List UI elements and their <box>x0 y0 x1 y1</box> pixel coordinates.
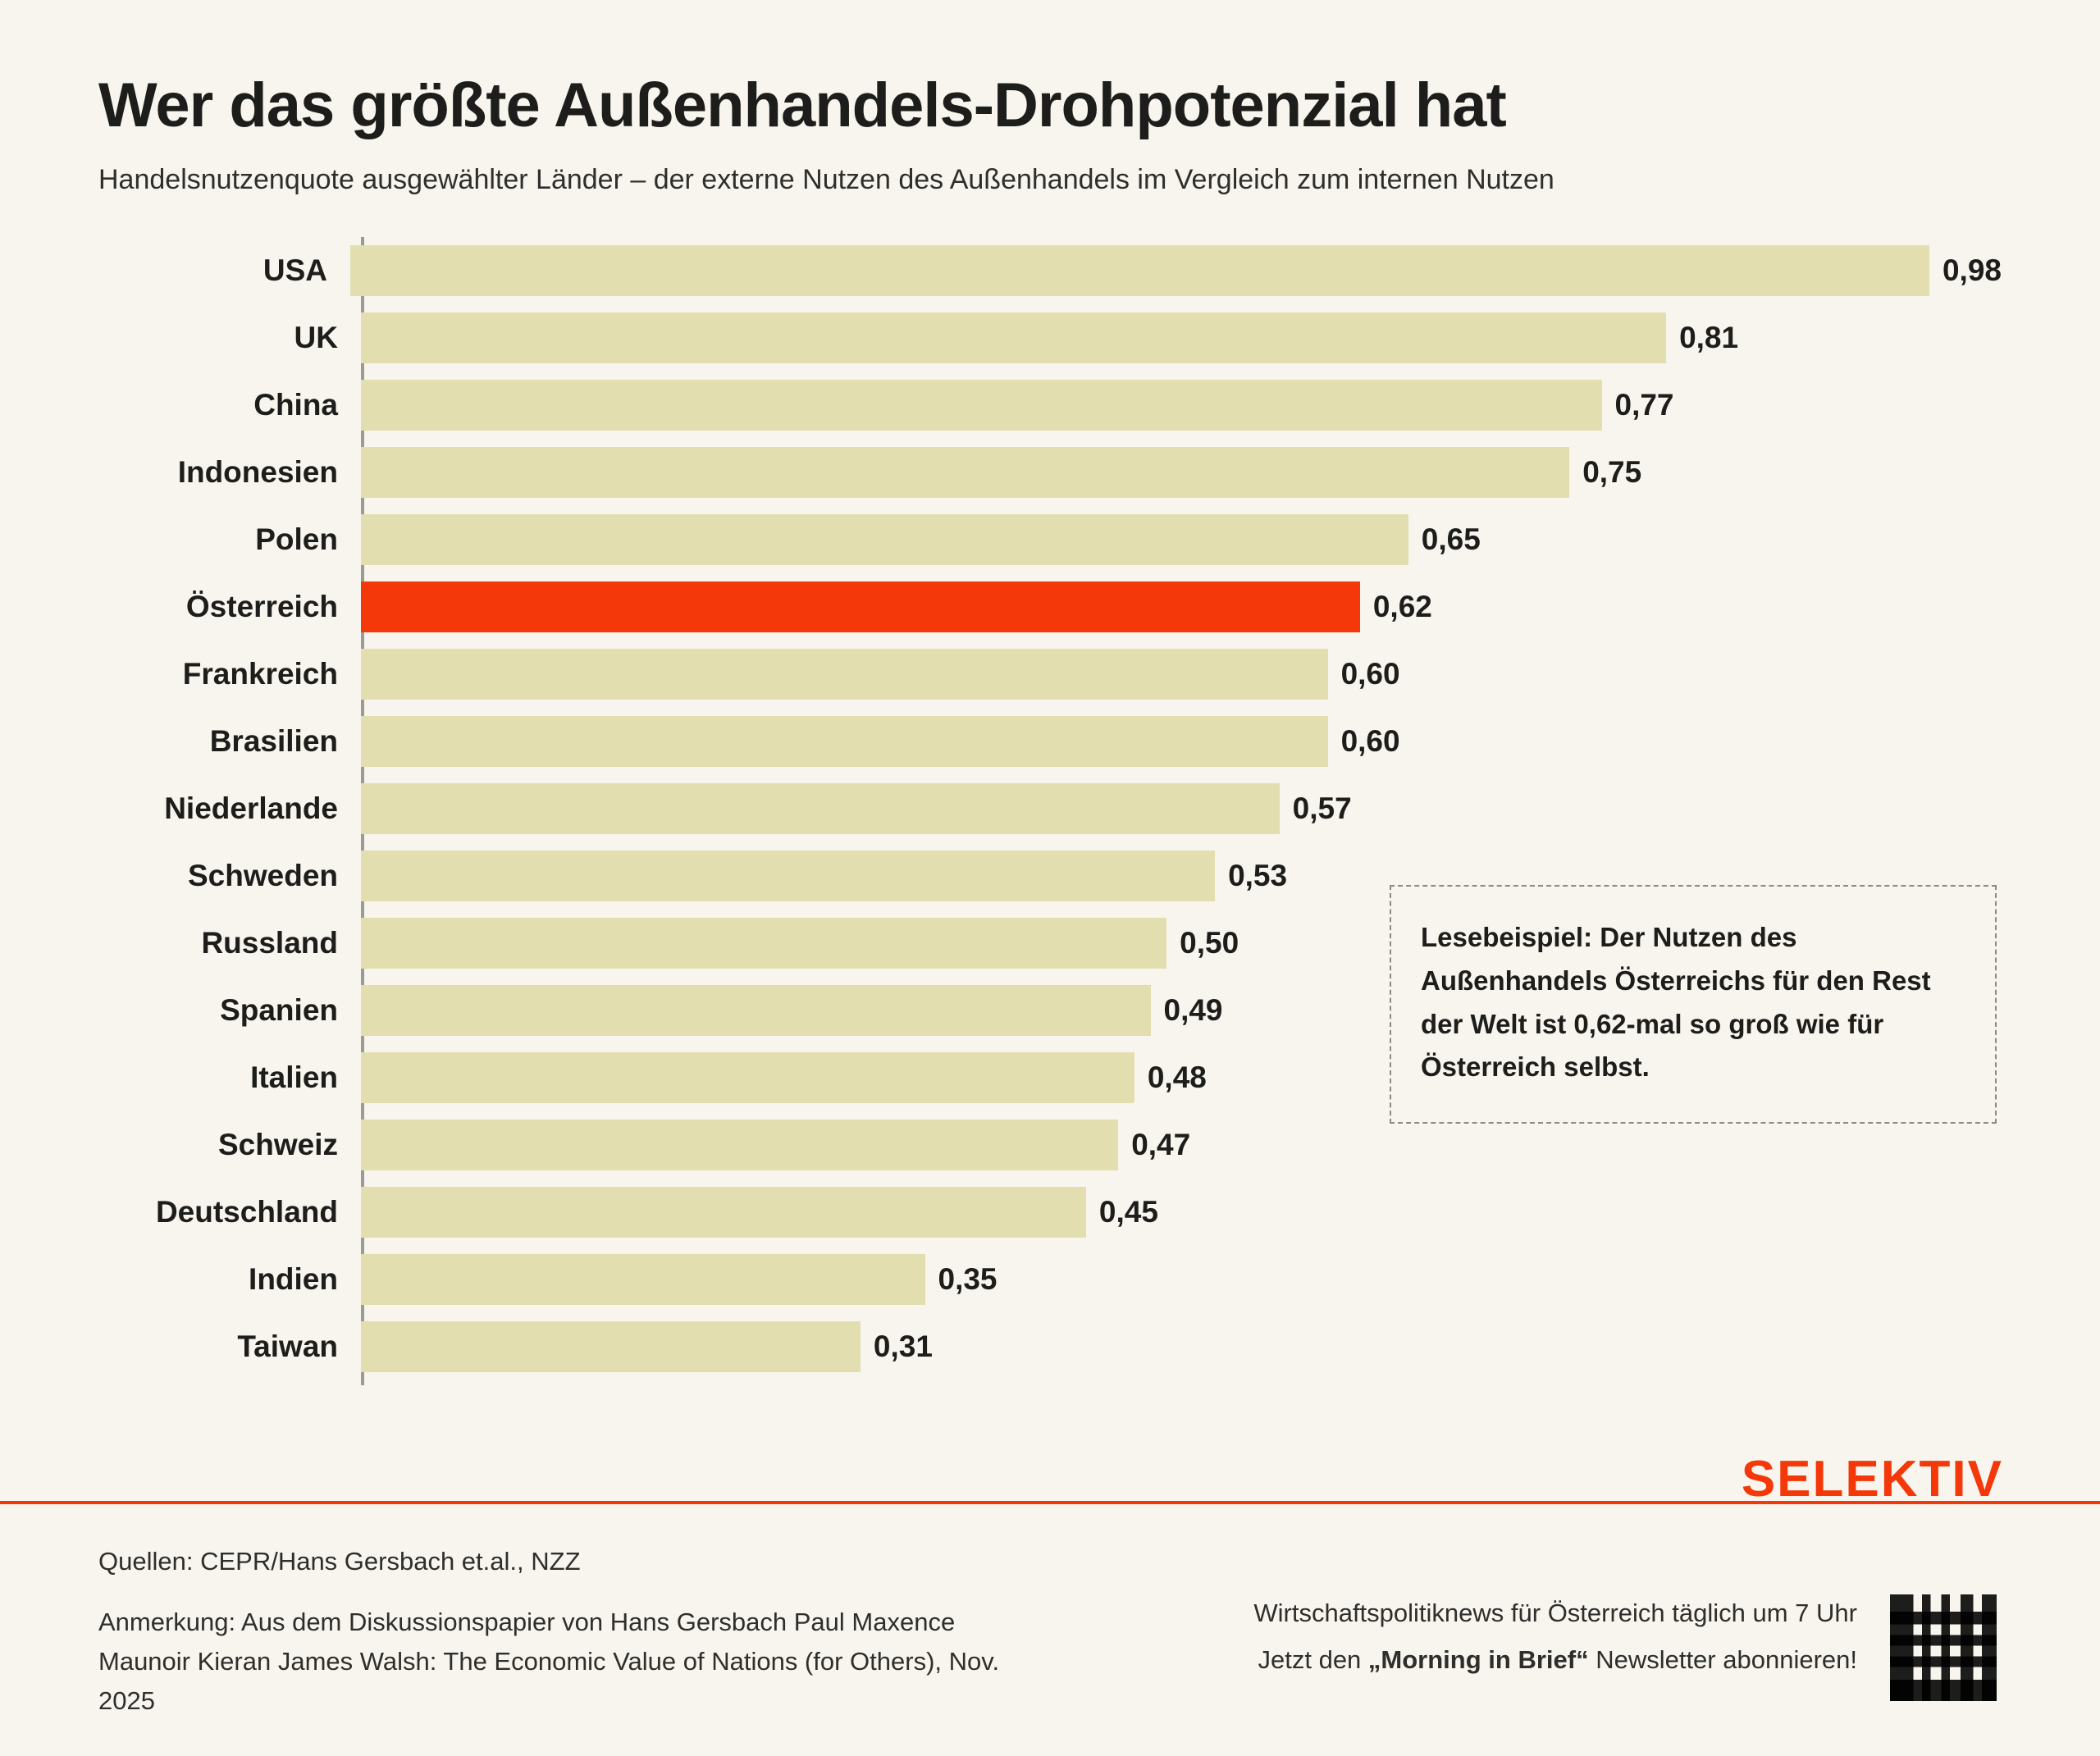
bar-category-label: Brasilien <box>209 724 338 759</box>
bar-category-label: Indonesien <box>177 455 338 490</box>
bar-track <box>361 641 2002 708</box>
bar-row <box>98 1246 2002 1313</box>
promo-line-2 <box>1253 1636 1857 1683</box>
bar-track <box>361 1179 2002 1246</box>
bar-highlighted <box>361 582 1360 632</box>
bar-value-label: 0,75 <box>1582 455 1642 490</box>
promo-line-1: Wirtschaftspolitiknews für Österreich täglich um 7 Uhr <box>1253 1599 1857 1627</box>
bar-value-label: 0,47 <box>1131 1128 1191 1162</box>
bar <box>361 1254 925 1305</box>
bar-value-label: 0,53 <box>1228 859 1288 893</box>
bar-value-label: 0,35 <box>938 1262 998 1297</box>
bar-track <box>361 1246 2002 1313</box>
bar-row <box>98 372 2002 439</box>
bar-track <box>350 237 2002 304</box>
bar-row <box>98 237 2002 304</box>
footer-left <box>98 1542 1001 1721</box>
bar <box>361 312 1666 363</box>
bar-value-label: 0,31 <box>873 1330 933 1364</box>
bar-value-label: 0,50 <box>1180 926 1239 960</box>
bar <box>361 1120 1118 1170</box>
bar-track <box>361 372 2002 439</box>
bar-category-label: Frankreich <box>182 657 338 691</box>
bar <box>361 716 1328 767</box>
bar <box>361 1321 861 1372</box>
qr-code-icon[interactable] <box>1885 1590 2002 1706</box>
bar-row <box>98 573 2002 641</box>
bar-track <box>361 1313 2002 1380</box>
bar <box>361 380 1602 431</box>
bar-category-label: Österreich <box>185 590 338 624</box>
bar-rows <box>98 237 2002 1380</box>
bar <box>350 245 1929 296</box>
bar-chart <box>98 237 2002 1385</box>
promo-newsletter-name: „Morning in Brief“ <box>1367 1645 1589 1675</box>
bar-category-label: UK <box>294 321 338 355</box>
bar-track <box>361 708 2002 775</box>
footer-right <box>1253 1590 2002 1706</box>
bar-value-label: 0,77 <box>1614 388 1674 422</box>
bar-value-label: 0,81 <box>1679 321 1739 355</box>
footer <box>98 1542 2002 1721</box>
bar-row <box>98 304 2002 372</box>
bar-row <box>98 506 2002 573</box>
bar-track <box>361 573 2002 641</box>
bar-value-label: 0,65 <box>1421 522 1481 557</box>
bar-value-label: 0,60 <box>1340 657 1400 691</box>
bar <box>361 985 1151 1036</box>
bar <box>361 514 1408 565</box>
bar-value-label: 0,45 <box>1098 1195 1158 1229</box>
bar <box>361 1187 1086 1238</box>
sources-text: Quellen: CEPR/Hans Gersbach et.al., NZZ <box>98 1547 581 1576</box>
bar-value-label: 0,49 <box>1163 993 1223 1028</box>
bar <box>361 649 1328 700</box>
bar-row <box>98 708 2002 775</box>
bar <box>361 783 1280 834</box>
note-text: Anmerkung: Aus dem Diskussionspapier von Hans Gersbach Paul Maxence Maunoir Kieran James Walsh: The Economic Value of Nations (for Others), Nov. 2025 <box>98 1608 1000 1716</box>
promo-post: Newsletter abonnieren! <box>1588 1645 1857 1675</box>
bar-category-label: Polen <box>255 522 338 557</box>
bar-category-label: Italien <box>250 1060 338 1095</box>
bar-row <box>98 439 2002 506</box>
bar-track <box>361 304 2002 372</box>
bar-category-label: Schweiz <box>218 1128 338 1162</box>
bar-category-label: Russland <box>201 926 338 960</box>
bar-value-label: 0,48 <box>1147 1060 1207 1095</box>
bar-row <box>98 641 2002 708</box>
bar <box>361 851 1215 901</box>
promo-pre: Jetzt den <box>1258 1645 1368 1675</box>
bar-category-label: Indien <box>249 1262 338 1297</box>
bar <box>361 918 1166 969</box>
bar-category-label: China <box>253 388 338 422</box>
newsletter-promo <box>1253 1590 1857 1684</box>
bar-track <box>361 506 2002 573</box>
callout-box <box>1390 885 1997 1124</box>
bar <box>361 1052 1134 1103</box>
bar-value-label: 0,98 <box>1942 253 2002 288</box>
bar-row <box>98 1179 2002 1246</box>
bar-category-label: Spanien <box>220 993 338 1028</box>
bar-category-label: USA <box>262 253 327 288</box>
callout-text: Lesebeispiel: Der Nutzen des Außenhandels Österreichs für den Rest der Welt ist 0,62-mal so groß wie für Österreich selbst. <box>1421 922 1931 1083</box>
bar-value-label: 0,57 <box>1292 791 1352 826</box>
bar-category-label: Deutschland <box>155 1195 338 1229</box>
bar <box>361 447 1569 498</box>
brand-logo: SELEKTIV <box>1741 1451 2003 1507</box>
page-title: Wer das größte Außenhandels-Drohpotenzial hat <box>98 71 1506 140</box>
bar-track <box>361 439 2002 506</box>
bar-category-label: Taiwan <box>237 1330 338 1364</box>
bar-category-label: Schweden <box>188 859 338 893</box>
bar-row <box>98 1313 2002 1380</box>
bar-value-label: 0,62 <box>1372 590 1432 624</box>
bar-track <box>361 775 2002 842</box>
bar-value-label: 0,60 <box>1340 724 1400 759</box>
bar-row <box>98 775 2002 842</box>
bar-category-label: Niederlande <box>164 791 338 826</box>
page-subtitle: Handelsnutzenquote ausgewählter Länder – der externe Nutzen des Außenhandels im Vergleich zum internen Nutzen <box>98 164 1554 196</box>
